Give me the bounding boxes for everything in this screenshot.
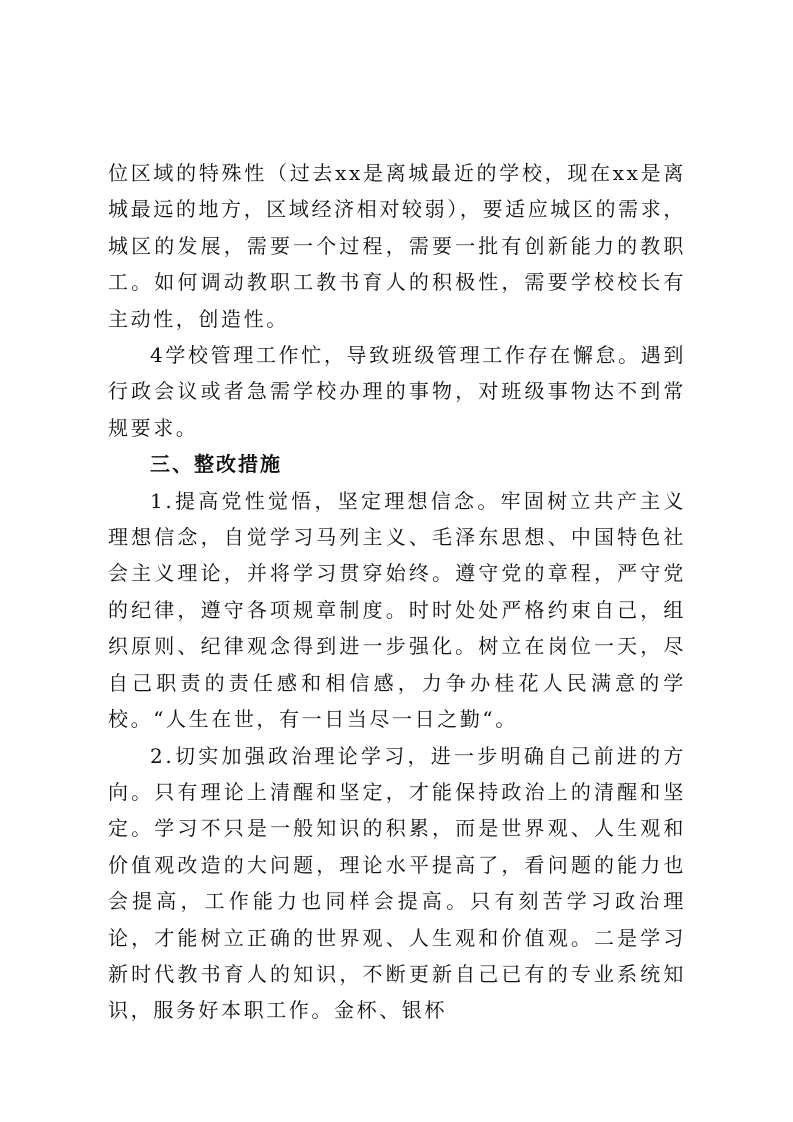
- section-heading-rectification: 三、整改措施: [150, 452, 282, 477]
- paragraph-measure-1: 1.提高党性觉悟，坚定理想信念。牢固树立共产主义理想信念，自觉学习马列主义、毛泽东思想、中国特色社会主义理论，并将学习贯穿始终。遵守党的章程，严守党的纪律，遵守各项规章制度。时时处处严格约束自己，组织原则、纪律观念得到进一步强化。树立在岗位一天，尽自己职责的责任感和相信感，力争办桂花人民满意的学校。“人生在世，有一日当尽一日之勤“。: [108, 488, 686, 732]
- paragraph-school-management: 4学校管理工作忙，导致班级管理工作存在懈怠。遇到行政会议或者急需学校办理的事物，对班级事物达不到常规要求。: [108, 343, 686, 440]
- paragraph-measure-2: 2.切实加强政治理论学习，进一步明确自己前进的方向。只有理论上清醒和坚定，才能保持政治上的清醒和坚定。学习不只是一般知识的积累，而是世界观、人生观和价值观改造的大问题，理论水平提高了，看问题的能力也会提高，工作能力也同样会提高。只有刻苦学习政治理论，才能树立正确的世界观、人生观和价值观。二是学习新时代教书育人的知识，不断更新自己已有的专业系统知识，服务好本职工作。金杯、银杯: [108, 743, 686, 1023]
- paragraph-continuation: 位区域的特殊性（过去xx是离城最近的学校，现在xx是离城最远的地方，区域经济相对较弱），要适应城区的需求，城区的发展，需要一个过程，需要一批有创新能力的教职工。如何调动教职工教书育人的积极性，需要学校校长有主动性，创造性。: [108, 161, 686, 331]
- document-body: [108, 155, 686, 1029]
